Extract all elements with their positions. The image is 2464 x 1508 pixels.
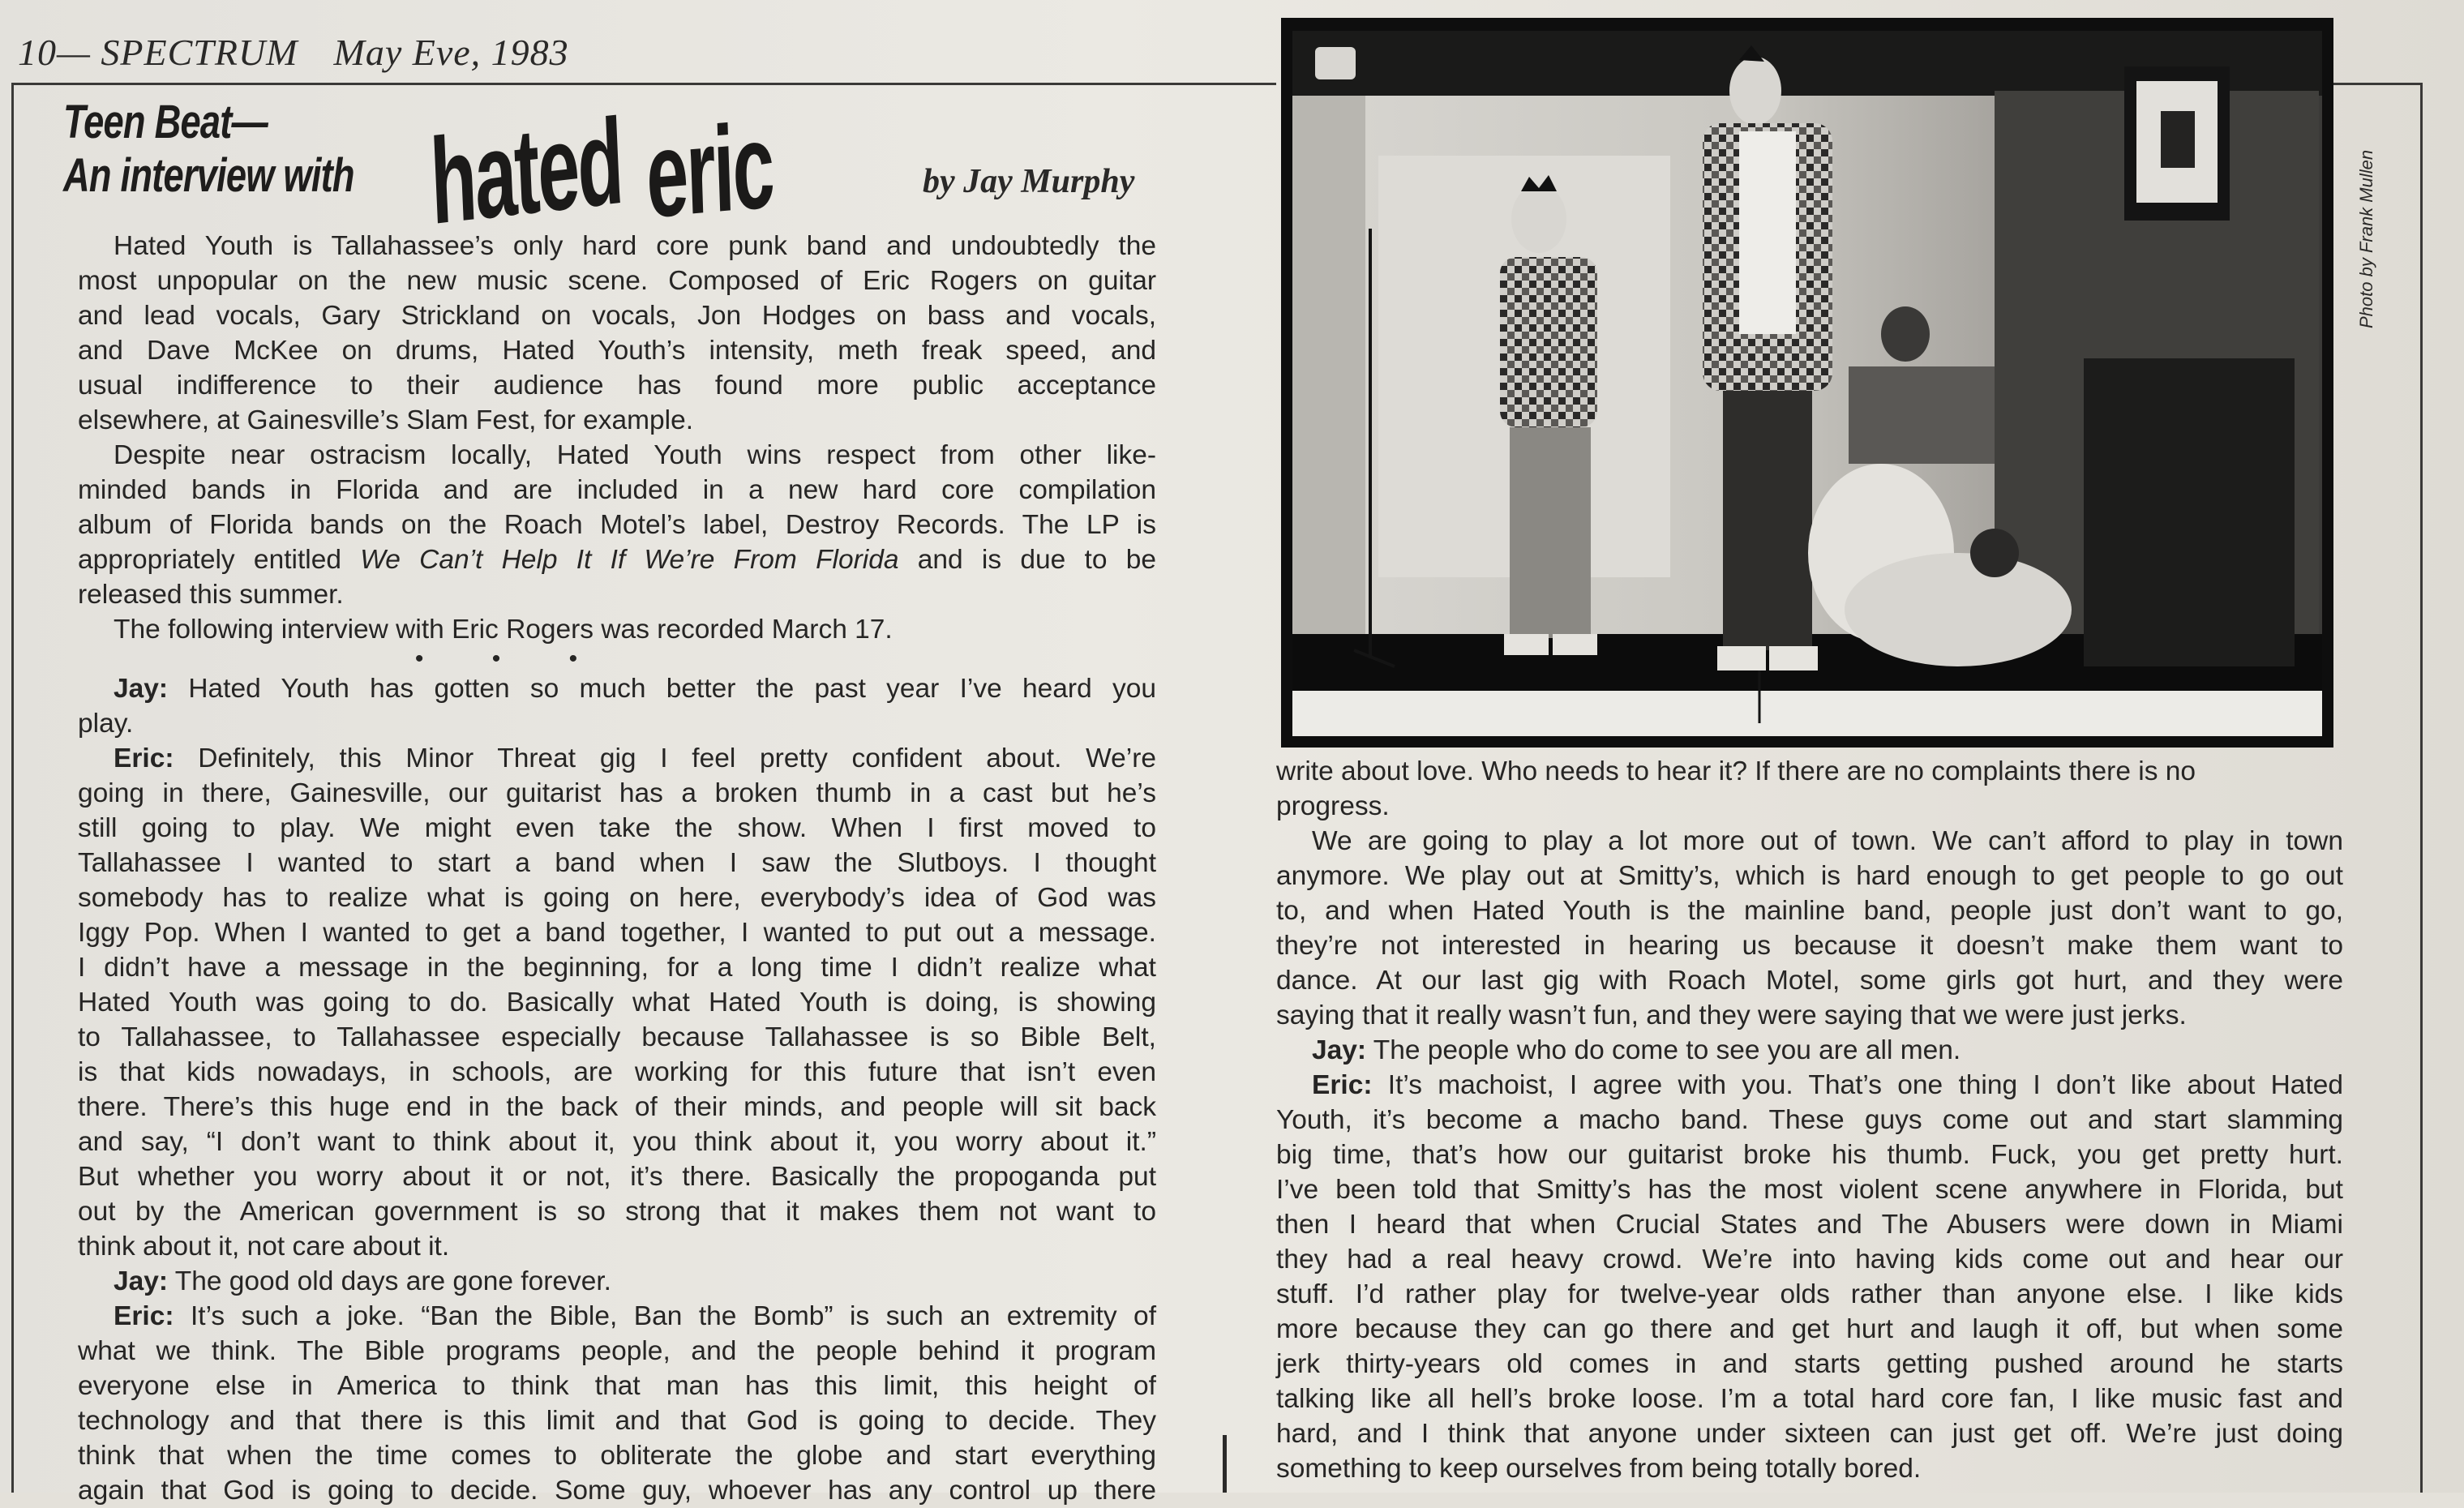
frame-rule-top-right [2327, 83, 2423, 85]
article-line: talking like all hell’s broke loose. I’m a total hard core fan, I like music fast and [1276, 1384, 2343, 1414]
byline: by Jay Murphy [923, 163, 1135, 200]
article-line: Jay: Hated Youth has gotten so much better the past year I’ve heard you [114, 674, 1156, 704]
article-line: Eric: It’s such a joke. “Ban the Bible, Ban the Bomb” is such an extremity of [114, 1301, 1156, 1331]
issue-date: May Eve, 1983 [333, 32, 569, 73]
page-number: 10 [18, 32, 57, 73]
article-line: to, and when Hated Youth is the mainline band, people just don’t want to go, [1276, 896, 2343, 926]
article-line: write about love. Who needs to hear it? If there are no complaints there is no [1276, 756, 2196, 786]
article-line: and Dave McKee on drums, Hated Youth’s intensity, meth freak speed, and [78, 336, 1156, 366]
article-line: dance. At our last gig with Roach Motel, some girls got hurt, and they were [1276, 966, 2343, 996]
article-line: what we think. The Bible programs people, and the people behind it program [78, 1336, 1156, 1366]
photo-credit: Photo by Frank Mullen [2356, 149, 2376, 328]
article-line: think that when the time comes to obliterate the globe and start everything [78, 1441, 1156, 1471]
article-line: Youth, it’s become a macho band. These guys come out and start slamming [1276, 1105, 2343, 1135]
article-line: they’re not interested in hearing us because it doesn’t make them want to [1276, 931, 2343, 961]
headline-line-2: An interview with [63, 149, 354, 202]
article-line: hard, and I think that anyone under sixteen can just get off. We’re just doing [1276, 1419, 2343, 1449]
column-divider-mark [1223, 1435, 1227, 1493]
logo-word-eric: eric [644, 96, 775, 244]
article-line: jerk thirty-years old comes in and starts getting pushed around he starts [1276, 1349, 2343, 1379]
band-photo [1281, 18, 2333, 748]
headline-kicker [63, 96, 354, 203]
publication-name: — SPECTRUM [57, 32, 298, 73]
article-line: Hated Youth was going to do. Basically what Hated Youth is doing, is showing [78, 987, 1156, 1017]
article-line: more because they can go there and get hurt and laugh it off, but when some [1276, 1314, 2343, 1344]
article-line: Despite near ostracism locally, Hated Youth wins respect from other like- [114, 440, 1156, 470]
article-line: I’ve been told that Smitty’s has the most violent scene anywhere in Florida, but [1276, 1175, 2343, 1205]
article-line: big time, that’s how our guitarist broke his thumb. Fuck, you get pretty hurt. [1276, 1140, 2343, 1170]
frame-rule-right [2420, 83, 2423, 1493]
article-line: there. There’s this huge end in the back of their minds, and people will sit back [78, 1092, 1156, 1122]
article-line: album of Florida bands on the Roach Motel’s label, Destroy Records. The LP is [78, 510, 1156, 540]
article-line: going in there, Gainesville, our guitarist has a broken thumb in a cast but he’s [78, 778, 1156, 808]
article-line: to Tallahassee, to Tallahassee especially because Tallahassee is so Bible Belt, [78, 1022, 1156, 1052]
article-line: out by the American government is so strong that it makes them not want to [78, 1197, 1156, 1227]
article-line: and lead vocals, Gary Strickland on vocals, Jon Hodges on bass and vocals, [78, 301, 1156, 331]
article-line: usual indifference to their audience has found more public acceptance [78, 371, 1156, 401]
article-line: Iggy Pop. When I wanted to get a band together, I wanted to put out a message. [78, 918, 1156, 948]
article-column-right [1276, 754, 2343, 1486]
logo-word-hated: hated [427, 92, 624, 251]
page-folio [18, 31, 569, 74]
article-line: minded bands in Florida and are included in a new hard core compilation [78, 475, 1156, 505]
article-line: play. [78, 709, 134, 739]
band-photo-image [1281, 18, 2333, 748]
article-line: something to keep ourselves from being totally bored. [1276, 1454, 1922, 1484]
article-line: everyone else in America to think that man has this limit, this height of [78, 1371, 1156, 1401]
article-line: saying that it really wasn’t fun, and they were saying that we were just jerks. [1276, 1000, 2187, 1030]
article-line: Tallahassee I wanted to start a band when I saw the Slutboys. I thought [78, 848, 1156, 878]
article-line: most unpopular on the new music scene. Composed of Eric Rogers on guitar [78, 266, 1156, 296]
article-line: Eric: It’s machoist, I agree with you. That’s one thing I don’t like about Hated [1312, 1070, 2343, 1100]
article-line: think about it, not care about it. [78, 1232, 450, 1262]
article-line: technology and that there is this limit and that God is going to decide. They [78, 1406, 1156, 1436]
article-line: released this summer. [78, 580, 344, 610]
article-line: progress. [1276, 791, 1390, 821]
article-line: and say, “I don’t want to think about it, you think about it, you worry about it.” [78, 1127, 1156, 1157]
article-line: still going to play. We might even take the show. When I first moved to [78, 813, 1156, 843]
frame-rule-top [11, 83, 1276, 85]
section-break-dots: • • • [414, 645, 609, 672]
article-line: But whether you worry about it or not, it’s there. Basically the propoganda put [78, 1162, 1156, 1192]
article-line: appropriately entitled We Can’t Help It If We’re From Florida and is due to be [78, 545, 1157, 575]
article-line: then I heard that when Crucial States and The Abusers were down in Miami [1276, 1210, 2343, 1240]
article-line: stuff. I’d rather play for twelve-year olds rather than anyone else. I like kids [1276, 1279, 2343, 1309]
article-line: somebody has to realize what is going on here, everybody’s idea of God was [78, 883, 1156, 913]
article-line: they had a real heavy crowd. We’re into having kids come out and hear our [1276, 1245, 2343, 1275]
headline-line-1: Teen Beat— [63, 96, 268, 148]
frame-rule-left [11, 83, 14, 1493]
article-line: again that God is going to decide. Some guy, whoever has any control up there [78, 1476, 1156, 1506]
article-line: Jay: The people who do come to see you are all men. [1312, 1035, 1961, 1065]
band-logo [427, 88, 791, 251]
article-line: Eric: Definitely, this Minor Threat gig I feel pretty confident about. We’re [114, 743, 1156, 773]
article-line: Hated Youth is Tallahassee’s only hard core punk band and undoubtedly the [114, 231, 1156, 261]
article-column-left [78, 229, 1156, 1508]
article-line: Jay: The good old days are gone forever. [114, 1266, 611, 1296]
article-line: The following interview with Eric Rogers was recorded March 17. [114, 615, 893, 645]
article-line: elsewhere, at Gainesville’s Slam Fest, for example. [78, 405, 694, 435]
article-line: I didn’t have a message in the beginning, for a long time I didn’t realize what [78, 953, 1156, 983]
article-line: is that kids nowadays, in schools, are working for this future that isn’t even [78, 1057, 1156, 1087]
article-line: We are going to play a lot more out of town. We can’t afford to play in town [1312, 826, 2343, 856]
article-line: anymore. We play out at Smitty’s, which is hard enough to get people to go out [1276, 861, 2343, 891]
